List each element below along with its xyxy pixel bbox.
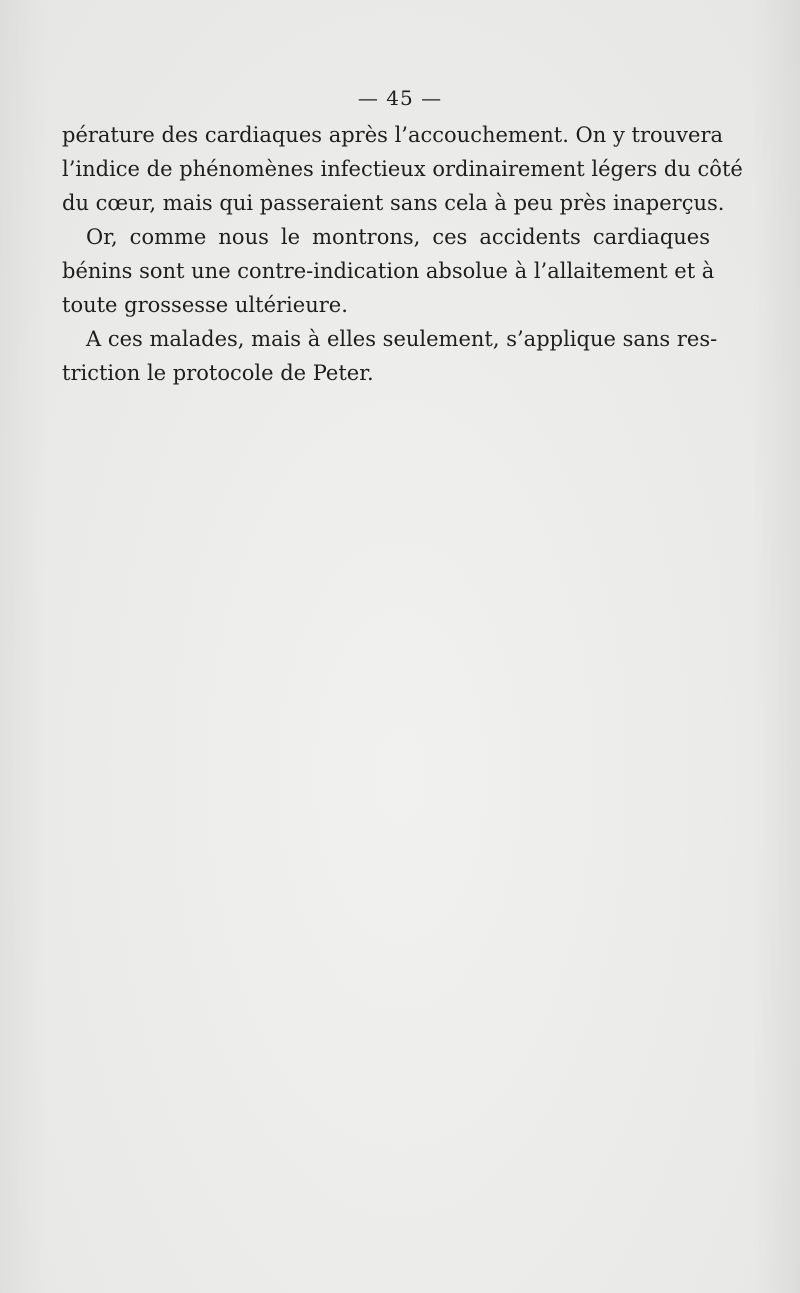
text-line: bénins sont une contre-indication absolue à l’allaitement et à <box>62 259 715 283</box>
text-line: A ces malades, mais à elles seulement, s’applique sans res- <box>86 327 718 351</box>
text-line: l’indice de phénomènes infectieux ordinairement légers du côté <box>62 157 743 181</box>
body-text <box>62 118 743 390</box>
text-line: triction le protocole de Peter. <box>62 361 374 385</box>
page-number: — 45 — <box>357 86 443 110</box>
text-line: du cœur, mais qui passeraient sans cela à peu près inaperçus. <box>62 191 725 215</box>
text-line: Or, comme nous le montrons, ces accidents cardiaques <box>86 225 710 249</box>
paragraph-2 <box>62 220 715 322</box>
paragraph-3 <box>62 322 718 390</box>
text-line: toute grossesse ultérieure. <box>62 293 348 317</box>
text-line: pérature des cardiaques après l’accouchement. On y trouvera <box>62 123 724 147</box>
bleed-through-text <box>72 280 732 1160</box>
paragraph-1 <box>62 118 743 220</box>
